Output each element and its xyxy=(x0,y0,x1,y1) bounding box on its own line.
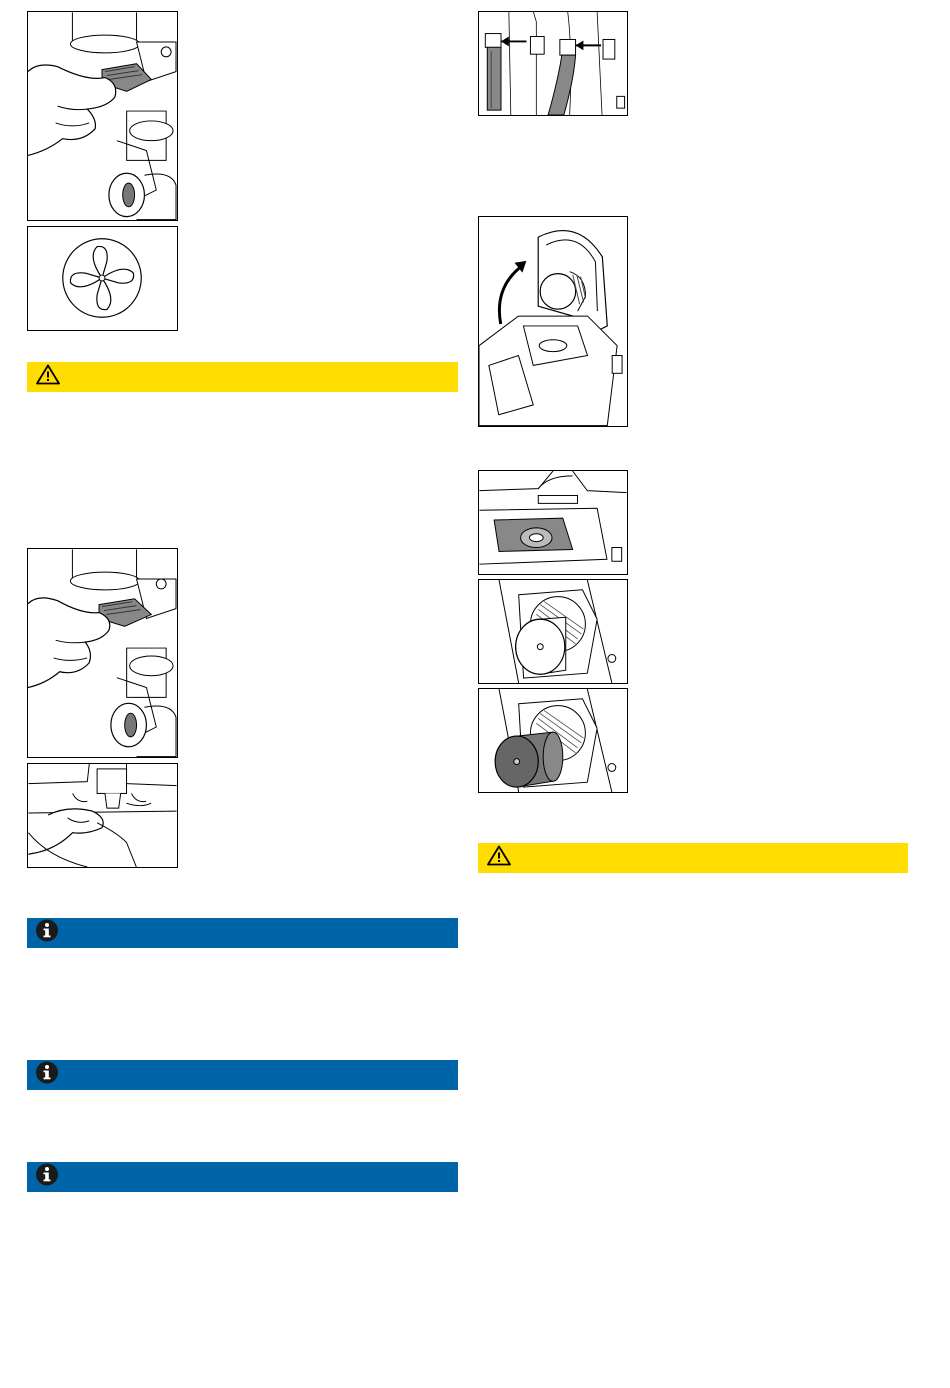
warning-triangle-icon xyxy=(486,845,512,872)
figure-clip-release xyxy=(27,763,178,868)
warning-triangle-icon xyxy=(35,364,61,391)
pedal-press-illustration xyxy=(28,549,177,757)
figure-filter-installed xyxy=(478,579,628,684)
float-tray-illustration xyxy=(479,471,627,574)
info-icon xyxy=(35,919,59,948)
figure-lid-opened xyxy=(478,216,628,427)
figure-hoses-removed xyxy=(478,11,628,116)
lid-open-illustration xyxy=(479,217,627,426)
figure-pedal-press-2 xyxy=(27,548,178,758)
figure-filter-removed xyxy=(478,688,628,793)
info-icon xyxy=(35,1061,59,1090)
pedal-press-illustration xyxy=(28,12,177,220)
fan-icon xyxy=(28,227,177,330)
figure-pedal-press-1 xyxy=(27,11,178,221)
figure-float-tray xyxy=(478,470,628,575)
clip-release-illustration xyxy=(28,764,177,867)
figure-fan-symbol xyxy=(27,226,178,331)
info-icon xyxy=(35,1163,59,1192)
info-bar-1 xyxy=(27,918,458,948)
warning-bar-left xyxy=(27,362,458,392)
warning-bar-right xyxy=(478,843,908,873)
filter-installed-illustration xyxy=(479,580,627,683)
hoses-illustration xyxy=(479,12,627,115)
info-bar-3 xyxy=(27,1162,458,1192)
filter-removed-illustration xyxy=(479,689,627,792)
info-bar-2 xyxy=(27,1060,458,1090)
